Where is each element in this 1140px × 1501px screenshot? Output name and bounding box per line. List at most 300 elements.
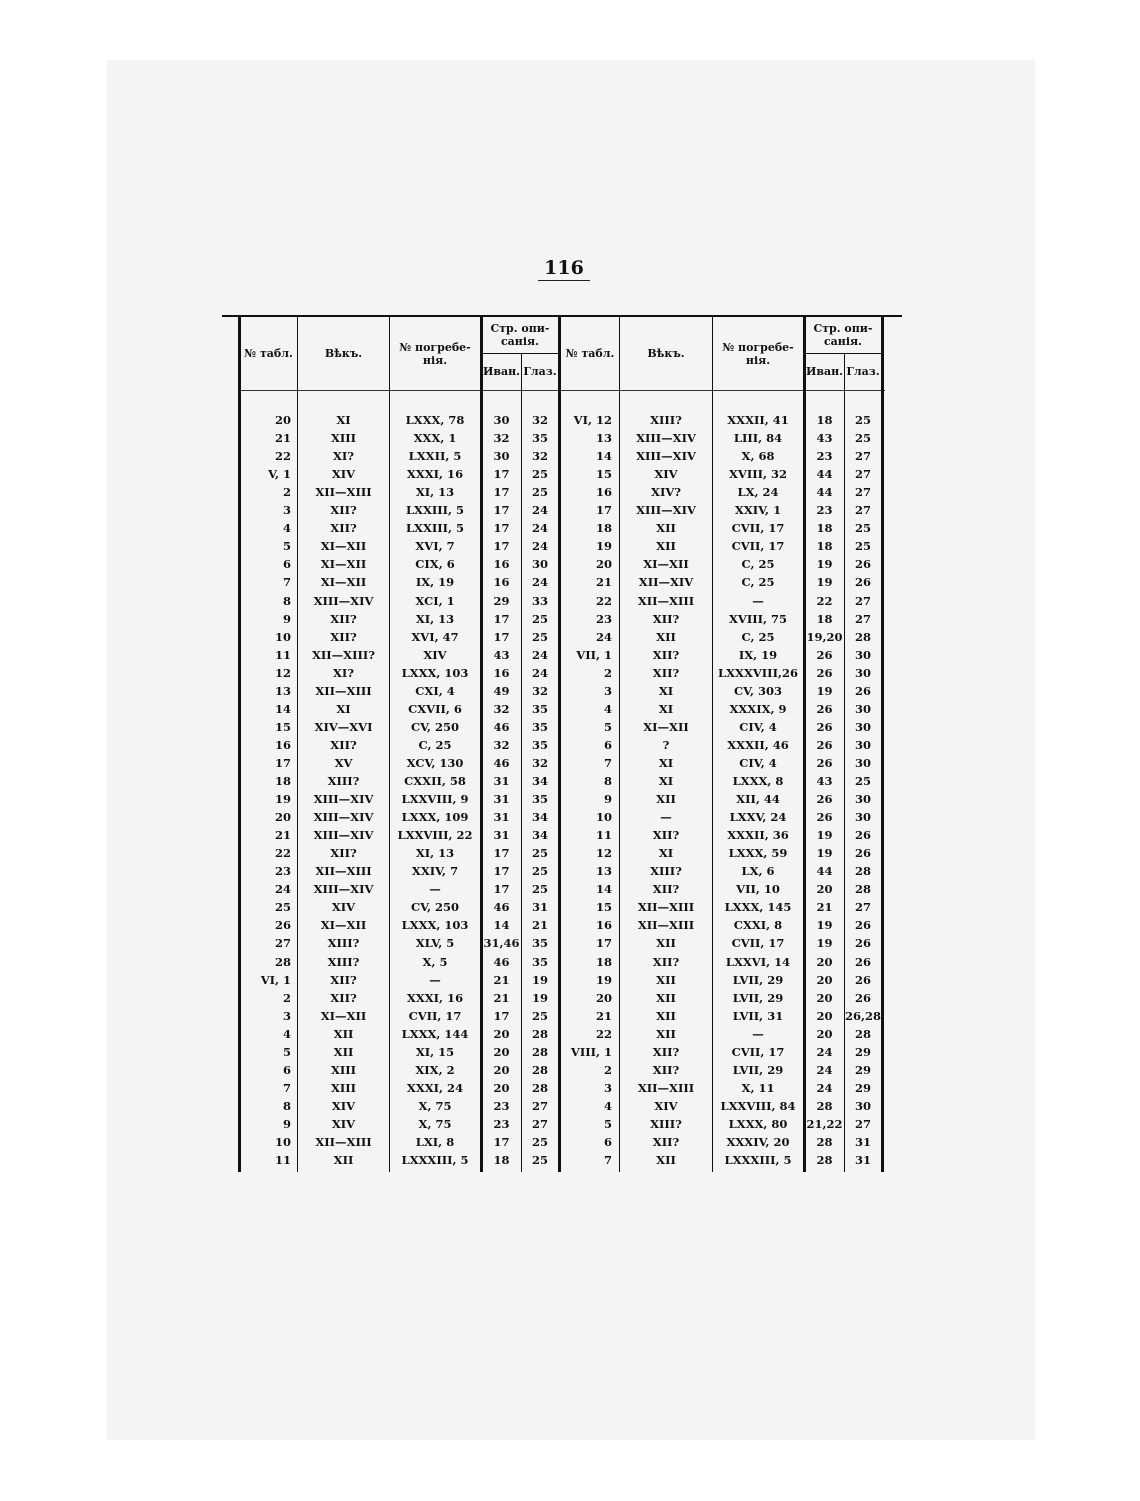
header-ivan: Иван. bbox=[805, 365, 844, 378]
cell-vek: XII bbox=[656, 1153, 676, 1168]
cell-glaz: 34 bbox=[531, 810, 548, 825]
cell-ivan: 20 bbox=[816, 972, 833, 987]
cell-vek: XIII—XIV bbox=[636, 431, 696, 446]
cell-ivan: 17 bbox=[493, 485, 510, 500]
cell-pogreb: XI, 13 bbox=[415, 485, 455, 500]
cell-ivan: 23 bbox=[816, 449, 833, 464]
cell-glaz: 24 bbox=[531, 647, 548, 662]
cell-glaz: 30 bbox=[854, 719, 871, 734]
subheader-rule bbox=[805, 353, 881, 354]
cell-vek: ? bbox=[662, 737, 670, 752]
cell-ivan: 28 bbox=[816, 1135, 833, 1149]
cell-glaz: 30 bbox=[854, 792, 871, 807]
table-top-rule bbox=[222, 315, 902, 317]
cell-glaz: 35 bbox=[531, 792, 548, 807]
header-pogreb bbox=[390, 341, 480, 367]
cell-pogreb: XXX, 1 bbox=[413, 431, 457, 446]
cell-pogreb: — bbox=[752, 593, 764, 608]
subheader-rule bbox=[482, 353, 558, 354]
header-vek: Вѣкъ. bbox=[324, 347, 363, 360]
cell-pogreb: LXXX, 103 bbox=[401, 665, 469, 680]
cell-tabl: 24 bbox=[274, 882, 291, 897]
cell-tabl: 6 bbox=[603, 737, 612, 752]
cell-ivan: 19 bbox=[816, 846, 833, 861]
cell-tabl: 4 bbox=[603, 1098, 612, 1113]
cell-ivan: 24 bbox=[816, 1062, 833, 1077]
cell-ivan: 31 bbox=[493, 828, 510, 843]
cell-tabl: 23 bbox=[595, 611, 612, 626]
cell-tabl: 20 bbox=[274, 810, 291, 825]
cell-glaz: 28 bbox=[854, 629, 871, 644]
cell-tabl: 5 bbox=[603, 1116, 612, 1131]
cell-ivan: 28 bbox=[816, 1098, 833, 1113]
cell-glaz: 25 bbox=[531, 1008, 548, 1023]
cell-glaz: 28 bbox=[531, 1062, 548, 1077]
cell-glaz: 26 bbox=[854, 846, 871, 861]
cell-vek: XII? bbox=[652, 1062, 680, 1077]
cell-vek: XII bbox=[656, 972, 676, 987]
cell-glaz: 25 bbox=[854, 539, 871, 554]
header-tabl: № табл. bbox=[565, 347, 615, 360]
cell-glaz: 26 bbox=[854, 936, 871, 951]
cell-pogreb: C, 25 bbox=[741, 629, 775, 644]
cell-glaz: 27 bbox=[854, 593, 871, 608]
cell-glaz: 27 bbox=[854, 900, 871, 915]
cell-pogreb: LXXVIII, 84 bbox=[720, 1098, 796, 1113]
cell-glaz: 35 bbox=[531, 737, 548, 752]
cell-ivan: 46 bbox=[493, 719, 510, 734]
cell-glaz: 30 bbox=[854, 755, 871, 770]
cell-glaz: 31 bbox=[854, 1135, 871, 1149]
cell-tabl: 16 bbox=[595, 485, 612, 500]
cell-vek: XI—XII bbox=[320, 557, 367, 572]
cell-vek: XII bbox=[656, 521, 676, 536]
cell-ivan: 46 bbox=[493, 755, 510, 770]
cell-tabl: 5 bbox=[603, 719, 612, 734]
cell-pogreb: LX, 24 bbox=[737, 485, 779, 500]
cell-tabl: 21 bbox=[595, 1008, 612, 1023]
cell-pogreb: LXXX, 109 bbox=[401, 810, 469, 825]
cell-glaz: 29 bbox=[854, 1062, 871, 1077]
cell-glaz: 24 bbox=[531, 575, 548, 590]
cell-glaz: 26 bbox=[854, 557, 871, 572]
cell-tabl: 11 bbox=[595, 828, 612, 843]
cell-vek: XIV bbox=[654, 467, 678, 482]
cell-glaz: 30 bbox=[854, 810, 871, 825]
cell-vek: XIII? bbox=[650, 864, 682, 879]
cell-vek: XII—XIII bbox=[315, 864, 372, 879]
cell-ivan: 30 bbox=[493, 413, 510, 427]
cell-vek: XII—XIII bbox=[637, 593, 695, 608]
cell-vek: XI—XII bbox=[320, 1008, 367, 1023]
cell-tabl: 3 bbox=[603, 683, 612, 698]
cell-pogreb: CIX, 6 bbox=[415, 557, 455, 572]
cell-glaz: 30 bbox=[854, 1098, 871, 1113]
cell-pogreb: XVIII, 75 bbox=[729, 611, 787, 626]
cell-vek: XI bbox=[658, 755, 674, 770]
cell-vek: XIII—XIV bbox=[313, 593, 374, 608]
cell-tabl: 4 bbox=[603, 701, 612, 716]
cell-glaz: 29 bbox=[854, 1080, 871, 1095]
cell-pogreb: XXIV, 7 bbox=[411, 864, 459, 879]
cell-ivan: 18 bbox=[816, 539, 833, 554]
cell-glaz: 35 bbox=[531, 719, 548, 734]
cell-ivan: 19 bbox=[816, 828, 833, 843]
cell-vek: XII? bbox=[652, 611, 680, 626]
cell-tabl: 2 bbox=[603, 1062, 612, 1077]
cell-pogreb: CVII, 17 bbox=[731, 1044, 785, 1059]
cell-tabl: 22 bbox=[595, 593, 612, 608]
cell-ivan: 30 bbox=[493, 449, 510, 464]
cell-tabl: 6 bbox=[603, 1135, 612, 1149]
cell-pogreb: — bbox=[429, 972, 441, 987]
cell-glaz: 25 bbox=[531, 611, 548, 626]
cell-vek: XII—XIV bbox=[638, 575, 694, 590]
cell-vek: XII bbox=[656, 629, 676, 644]
cell-ivan: 17 bbox=[493, 611, 510, 626]
cell-ivan: 17 bbox=[493, 882, 510, 897]
cell-vek: XIII—XIV bbox=[313, 882, 374, 897]
cell-tabl: 9 bbox=[282, 611, 291, 626]
cell-pogreb: IX, 19 bbox=[415, 575, 455, 590]
cell-vek: XII? bbox=[652, 828, 680, 843]
cell-glaz: 25 bbox=[854, 774, 871, 788]
header-str-line2: санія. bbox=[823, 335, 862, 348]
cell-vek: XII bbox=[656, 539, 676, 554]
cell-pogreb: XXXIV, 20 bbox=[726, 1135, 790, 1149]
cell-tabl: 3 bbox=[282, 503, 291, 518]
cell-glaz: 26 bbox=[854, 990, 871, 1005]
cell-tabl: 7 bbox=[282, 1080, 291, 1095]
cell-tabl: 18 bbox=[595, 521, 612, 536]
cell-vek: XII—XIII bbox=[315, 485, 372, 500]
cell-glaz: 26 bbox=[854, 918, 871, 933]
cell-ivan: 19,20 bbox=[806, 629, 843, 644]
cell-vek: XIII—XIV bbox=[313, 792, 374, 807]
header-glaz: Глаз. bbox=[846, 365, 880, 378]
cell-pogreb: XLV, 5 bbox=[415, 936, 455, 951]
cell-ivan: 24 bbox=[816, 1080, 833, 1095]
cell-pogreb: C, 25 bbox=[741, 575, 775, 590]
cell-ivan: 26 bbox=[816, 665, 833, 680]
cell-ivan: 17 bbox=[493, 467, 510, 482]
cell-pogreb: LVII, 29 bbox=[732, 990, 784, 1005]
cell-tabl: 12 bbox=[274, 665, 291, 680]
header-glaz: Глаз. bbox=[523, 365, 557, 378]
cell-tabl: VI, 12 bbox=[573, 413, 612, 427]
cell-pogreb: CVII, 17 bbox=[731, 936, 785, 951]
cell-pogreb: LXXX, 59 bbox=[728, 846, 788, 861]
cell-tabl: 16 bbox=[274, 737, 291, 752]
cell-vek: XII bbox=[656, 792, 676, 807]
cell-tabl: 13 bbox=[595, 431, 612, 446]
cell-glaz: 27 bbox=[531, 1116, 548, 1131]
cell-tabl: 20 bbox=[274, 413, 291, 427]
cell-vek: XIII—XIV bbox=[313, 810, 374, 825]
cell-vek: XII—XIII bbox=[637, 918, 695, 933]
cell-tabl: 4 bbox=[282, 521, 291, 536]
cell-pogreb: LXXXVIII,26 bbox=[718, 665, 798, 680]
cell-ivan: 32 bbox=[493, 431, 510, 446]
cell-ivan: 43 bbox=[816, 431, 833, 446]
cell-pogreb: XI, 13 bbox=[415, 611, 455, 626]
cell-glaz: 28 bbox=[531, 1080, 548, 1095]
cell-ivan: 23 bbox=[816, 503, 833, 518]
cell-vek: XII bbox=[333, 1153, 354, 1168]
cell-glaz: 35 bbox=[531, 954, 548, 969]
cell-pogreb: LXXIII, 5 bbox=[405, 521, 465, 536]
cell-glaz: 19 bbox=[531, 972, 548, 987]
cell-tabl: 6 bbox=[282, 557, 291, 572]
cell-vek: XII? bbox=[330, 990, 357, 1005]
cell-ivan: 20 bbox=[816, 882, 833, 897]
cell-ivan: 17 bbox=[493, 503, 510, 518]
cell-pogreb: IX, 19 bbox=[738, 647, 778, 662]
cell-tabl: 20 bbox=[595, 557, 612, 572]
cell-vek: XI bbox=[336, 701, 351, 716]
cell-pogreb: CXXI, 8 bbox=[733, 918, 783, 933]
cell-pogreb: LXXX, 103 bbox=[401, 918, 469, 933]
cell-glaz: 26,28 bbox=[845, 1008, 882, 1023]
cell-glaz: 19 bbox=[531, 990, 548, 1005]
cell-pogreb: LIII, 84 bbox=[733, 431, 783, 446]
cell-tabl: 2 bbox=[282, 990, 291, 1005]
cell-ivan: 20 bbox=[493, 1080, 510, 1095]
cell-tabl: 27 bbox=[274, 936, 291, 951]
cell-vek: XII? bbox=[652, 954, 680, 969]
cell-vek: XV bbox=[334, 755, 353, 770]
cell-glaz: 27 bbox=[854, 1116, 871, 1131]
cell-tabl: 14 bbox=[274, 701, 291, 716]
cell-tabl: 15 bbox=[274, 719, 291, 734]
cell-vek: XI—XII bbox=[320, 539, 367, 554]
header-pogreb bbox=[713, 341, 803, 367]
cell-glaz: 31 bbox=[854, 1153, 871, 1168]
cell-vek: XII? bbox=[652, 1044, 680, 1059]
cell-tabl: 15 bbox=[595, 467, 612, 482]
cell-pogreb: X, 11 bbox=[741, 1080, 775, 1095]
cell-pogreb: LXXX, 144 bbox=[401, 1026, 469, 1041]
cell-tabl: 13 bbox=[274, 683, 291, 698]
header-str-line1: Стр. опи- bbox=[813, 322, 873, 335]
cell-ivan: 20 bbox=[816, 990, 833, 1005]
cell-vek: XI? bbox=[332, 449, 355, 464]
cell-pogreb: XVIII, 32 bbox=[729, 467, 787, 482]
cell-tabl: V, 1 bbox=[268, 467, 291, 482]
cell-vek: — bbox=[660, 810, 672, 825]
cell-vek: XII—XIII bbox=[637, 1080, 695, 1095]
cell-pogreb: XXXIX, 9 bbox=[729, 701, 787, 716]
cell-ivan: 29 bbox=[493, 593, 510, 608]
cell-vek: XI—XII bbox=[320, 918, 367, 933]
cell-vek: XII bbox=[656, 990, 676, 1005]
cell-ivan: 16 bbox=[493, 575, 510, 590]
cell-vek: XIV bbox=[331, 1098, 356, 1113]
cell-pogreb: LXXVIII, 9 bbox=[401, 792, 469, 807]
cell-glaz: 25 bbox=[531, 882, 548, 897]
cell-pogreb: LXXII, 5 bbox=[408, 449, 462, 464]
cell-ivan: 28 bbox=[816, 1153, 833, 1168]
cell-vek: XI bbox=[658, 683, 674, 698]
cell-tabl: 13 bbox=[595, 864, 612, 879]
header-pogreb-line1: № погребе- bbox=[399, 341, 471, 354]
cell-tabl: 7 bbox=[603, 755, 612, 770]
cell-ivan: 20 bbox=[816, 1008, 833, 1023]
cell-ivan: 24 bbox=[816, 1044, 833, 1059]
cell-tabl: 24 bbox=[595, 629, 612, 644]
cell-pogreb: LXXVI, 14 bbox=[725, 954, 791, 969]
cell-vek: XIII—XIV bbox=[636, 503, 696, 518]
cell-vek: XIII—XIV bbox=[313, 828, 374, 843]
cell-tabl: 23 bbox=[274, 864, 291, 879]
cell-tabl: VIII, 1 bbox=[570, 1044, 612, 1059]
cell-tabl: 22 bbox=[274, 449, 291, 464]
cell-ivan: 16 bbox=[493, 557, 510, 572]
cell-glaz: 28 bbox=[854, 882, 871, 897]
cell-ivan: 32 bbox=[493, 737, 510, 752]
cell-pogreb: LXXX, 78 bbox=[405, 413, 465, 427]
cell-glaz: 27 bbox=[531, 1098, 548, 1113]
cell-pogreb: C, 25 bbox=[418, 737, 452, 752]
cell-pogreb: CVII, 17 bbox=[731, 539, 785, 554]
cell-glaz: 28 bbox=[531, 1044, 548, 1059]
cell-tabl: 8 bbox=[603, 774, 612, 788]
cell-tabl: VII, 1 bbox=[576, 647, 612, 662]
header-str-line2: санія. bbox=[500, 335, 539, 348]
cell-glaz: 34 bbox=[531, 774, 548, 788]
cell-glaz: 25 bbox=[531, 846, 548, 861]
cell-glaz: 24 bbox=[531, 539, 548, 554]
cell-pogreb: CVII, 17 bbox=[408, 1008, 462, 1023]
cell-tabl: 17 bbox=[274, 755, 291, 770]
cell-ivan: 19 bbox=[816, 557, 833, 572]
cell-ivan: 26 bbox=[816, 701, 833, 716]
cell-vek: XIII? bbox=[650, 413, 682, 427]
cell-pogreb: VII, 10 bbox=[736, 882, 780, 897]
cell-pogreb: LX, 6 bbox=[741, 864, 775, 879]
cell-vek: XI bbox=[658, 846, 674, 861]
cell-ivan: 26 bbox=[816, 792, 833, 807]
cell-vek: XII? bbox=[330, 846, 357, 861]
cell-vek: XII? bbox=[330, 737, 357, 752]
cell-tabl: 25 bbox=[274, 900, 291, 915]
cell-ivan: 31 bbox=[493, 810, 510, 825]
cell-ivan: 43 bbox=[816, 774, 833, 788]
cell-pogreb: XI, 15 bbox=[415, 1044, 455, 1059]
cell-ivan: 17 bbox=[493, 846, 510, 861]
cell-pogreb: LXXXIII, 5 bbox=[724, 1153, 792, 1168]
cell-ivan: 18 bbox=[816, 413, 833, 427]
cell-tabl: 17 bbox=[595, 503, 612, 518]
cell-glaz: 24 bbox=[531, 521, 548, 536]
cell-pogreb: LXXX, 8 bbox=[732, 774, 784, 788]
cell-vek: XII bbox=[656, 936, 676, 951]
cell-ivan: 17 bbox=[493, 521, 510, 536]
cell-pogreb: LVII, 29 bbox=[732, 972, 784, 987]
cell-pogreb: CXVII, 6 bbox=[408, 701, 462, 716]
cell-ivan: 18 bbox=[816, 611, 833, 626]
cell-ivan: 26 bbox=[816, 719, 833, 734]
cell-ivan: 19 bbox=[816, 936, 833, 951]
cell-glaz: 32 bbox=[531, 413, 548, 427]
cell-vek: XIV bbox=[331, 1116, 356, 1131]
cell-ivan: 26 bbox=[816, 647, 833, 662]
header-str bbox=[482, 322, 558, 348]
cell-tabl: 14 bbox=[595, 449, 612, 464]
cell-vek: XII? bbox=[330, 972, 357, 987]
cell-vek: XI bbox=[336, 413, 351, 427]
cell-tabl: 3 bbox=[282, 1008, 291, 1023]
cell-pogreb: LXXIII, 5 bbox=[405, 503, 465, 518]
cell-glaz: 30 bbox=[854, 665, 871, 680]
cell-glaz: 35 bbox=[531, 431, 548, 446]
cell-ivan: 21,22 bbox=[806, 1116, 843, 1131]
cell-ivan: 31 bbox=[493, 792, 510, 807]
cell-pogreb: CXI, 4 bbox=[415, 683, 455, 698]
cell-glaz: 28 bbox=[531, 1026, 548, 1041]
cell-vek: XIII? bbox=[650, 1116, 682, 1131]
cell-tabl: 10 bbox=[595, 810, 612, 825]
cell-tabl: 7 bbox=[603, 1153, 612, 1168]
cell-vek: XIII? bbox=[327, 774, 360, 788]
cell-pogreb: XXXI, 16 bbox=[406, 990, 464, 1005]
cell-tabl: 21 bbox=[274, 431, 291, 446]
cell-ivan: 20 bbox=[493, 1062, 510, 1077]
cell-ivan: 16 bbox=[493, 665, 510, 680]
cell-ivan: 26 bbox=[816, 755, 833, 770]
cell-tabl: 18 bbox=[274, 774, 291, 788]
cell-tabl: 11 bbox=[274, 1153, 291, 1168]
cell-pogreb: LXI, 8 bbox=[415, 1135, 455, 1149]
cell-pogreb: XIV bbox=[423, 647, 447, 662]
cell-ivan: 22 bbox=[816, 593, 833, 608]
cell-pogreb: X, 5 bbox=[422, 954, 448, 969]
header-ivan: Иван. bbox=[482, 365, 521, 378]
cell-pogreb: LXXV, 24 bbox=[729, 810, 787, 825]
header-pogreb-line2: нія. bbox=[745, 354, 771, 367]
header-tabl: № табл. bbox=[244, 347, 293, 360]
header-vek: Вѣкъ. bbox=[647, 347, 685, 360]
cell-glaz: 24 bbox=[531, 665, 548, 680]
cell-ivan: 44 bbox=[816, 467, 833, 482]
cell-glaz: 25 bbox=[854, 431, 871, 446]
cell-tabl: 16 bbox=[595, 918, 612, 933]
cell-ivan: 31,46 bbox=[483, 936, 520, 951]
cell-vek: XII? bbox=[330, 521, 357, 536]
cell-glaz: 25 bbox=[531, 485, 548, 500]
cell-tabl: 26 bbox=[274, 918, 291, 933]
cell-glaz: 21 bbox=[531, 918, 548, 933]
cell-vek: XII? bbox=[330, 629, 357, 644]
cell-glaz: 25 bbox=[531, 864, 548, 879]
cell-ivan: 17 bbox=[493, 539, 510, 554]
cell-ivan: 20 bbox=[493, 1026, 510, 1041]
cell-tabl: 22 bbox=[274, 846, 291, 861]
cell-ivan: 23 bbox=[493, 1116, 510, 1131]
cell-ivan: 14 bbox=[493, 918, 510, 933]
cell-tabl: 14 bbox=[595, 882, 612, 897]
cell-ivan: 17 bbox=[493, 864, 510, 879]
cell-ivan: 17 bbox=[493, 1008, 510, 1023]
cell-vek: XIII—XIV bbox=[636, 449, 696, 464]
cell-glaz: 27 bbox=[854, 611, 871, 626]
cell-pogreb: XXXI, 16 bbox=[406, 467, 464, 482]
cell-vek: XII? bbox=[652, 1135, 680, 1149]
cell-ivan: 18 bbox=[493, 1153, 510, 1168]
cell-ivan: 20 bbox=[816, 954, 833, 969]
cell-ivan: 49 bbox=[493, 683, 510, 698]
cell-pogreb: CV, 250 bbox=[410, 900, 460, 915]
